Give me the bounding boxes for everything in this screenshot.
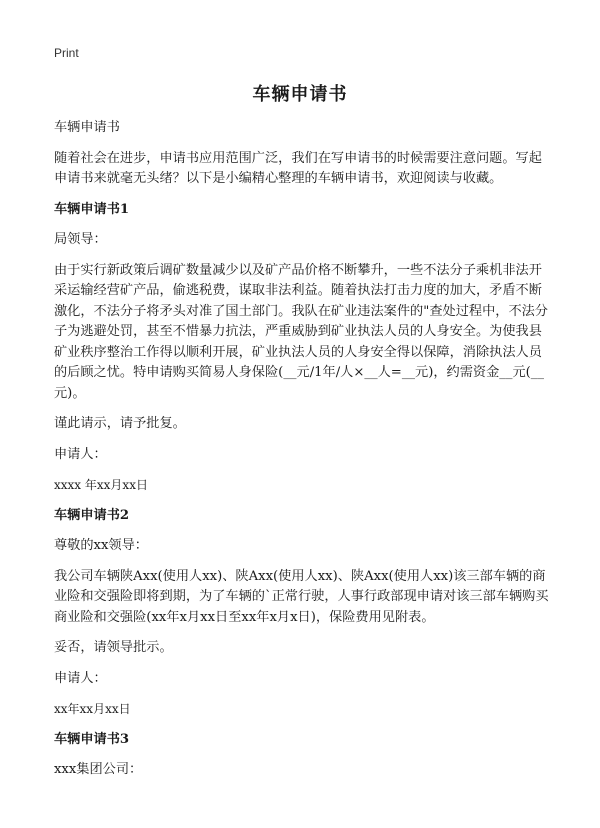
section-heading-1: 车辆申请书1 <box>54 201 130 217</box>
body-paragraph-2: 我公司车辆陕Axx(使用人xx)、陕Axx(使用人xx)、陕Axx(使用人xx)该三部车辆的商业险和交强险即将到期，为了车辆的`正常行驶，人事行政部现申请对该三部车辆购买商业险和交强险(xx年x月xx日至xx年x月x日)，保险费用见附表。 <box>54 568 549 625</box>
salutation-3: xxx集团公司： <box>54 762 143 777</box>
closing-line-2: 妥否，请领导批示。 <box>54 640 173 655</box>
date-line-2: xx年xx月xx日 <box>54 702 131 716</box>
intro-subtitle: 车辆申请书 <box>54 120 120 135</box>
closing-line-1: 谨此请示，请予批复。 <box>54 416 186 431</box>
section-heading-3: 车辆申请书3 <box>54 731 130 747</box>
applicant-label-1: 申请人： <box>54 446 107 462</box>
date-line-1: xxxx 年xx月xx日 <box>54 478 148 492</box>
applicant-label-2: 申请人： <box>54 670 107 686</box>
page-title: 车辆申请书 <box>252 84 348 105</box>
print-label: Print <box>54 46 79 60</box>
document-body <box>54 118 554 791</box>
intro-paragraph: 随着社会在进步，申请书应用范围广泛，我们在写申请书的时候需要注意问题。写起申请书来就毫无头绪？以下是小编精心整理的车辆申请书，欢迎阅读与收藏。 <box>54 150 542 186</box>
section-heading-2: 车辆申请书2 <box>54 507 130 523</box>
body-paragraph-1: 由于实行新政策后调矿数量减少以及矿产品价格不断攀升，一些不法分子乘机非法开采运输经营矿产品，偷逃税费，谋取非法利益。随着执法打击力度的加大，矛盾不断激化，不法分子将矛头对准了国土部门。我队在矿业违法案件的"查处过程中，不法分子为逃避处罚，甚至不惜暴力抗法，严重威胁到矿业执法人员的人身安全。为使我县矿业秩序整治工作得以顺利开展，矿业执法人员的人身安全得以保障，消除执法人员的后顾之忧。特申请购买简易人身保险(__元/1年/人×__人=__元)，约需资金__元(__元)。 <box>54 262 548 401</box>
salutation-2: 尊敬的xx领导： <box>54 538 148 553</box>
salutation-1: 局领导： <box>54 232 107 247</box>
